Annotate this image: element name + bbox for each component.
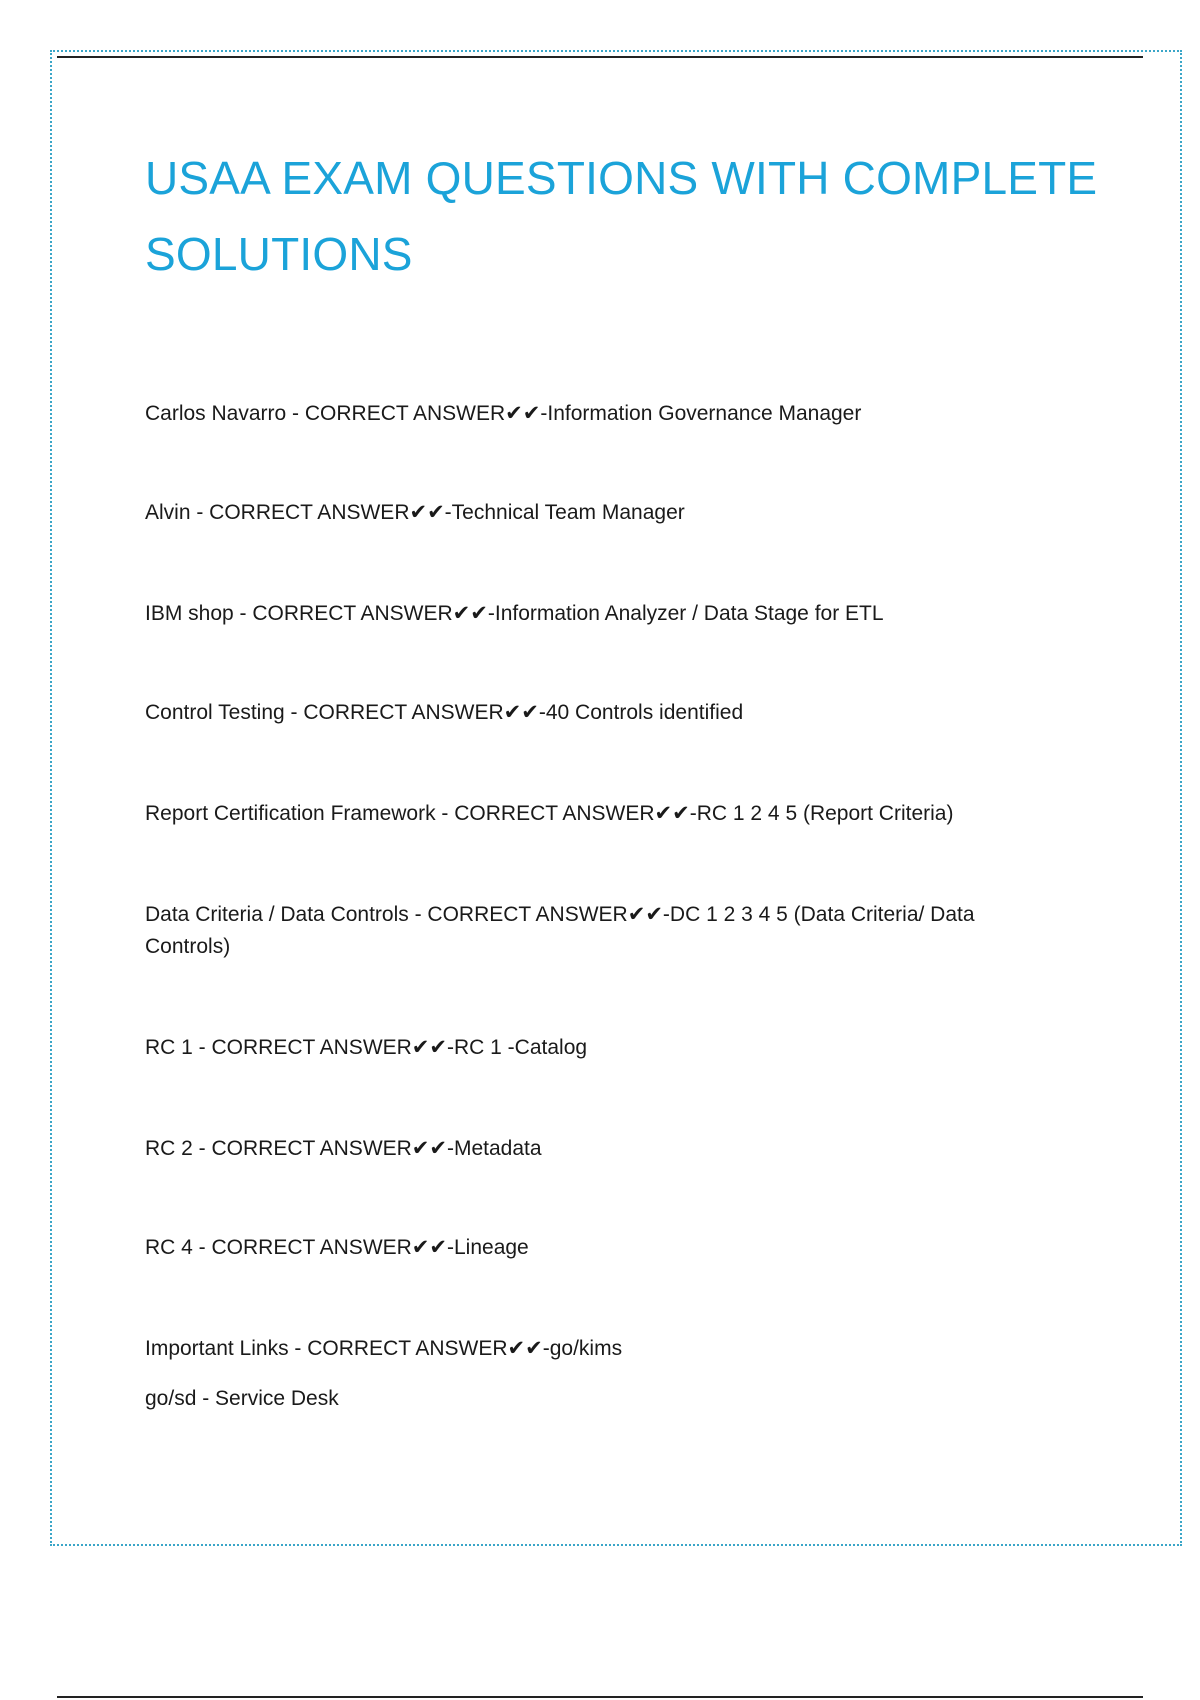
- qa-item: RC 4 - CORRECT ANSWER✔✔-Lineage: [145, 1236, 529, 1259]
- qa-item: Carlos Navarro - CORRECT ANSWER✔✔-Information Governance Manager: [145, 402, 862, 425]
- qa-item: go/sd - Service Desk: [145, 1387, 339, 1410]
- qa-item: Report Certification Framework - CORRECT ANSWER✔✔-RC 1 2 4 5 (Report Criteria): [145, 802, 954, 825]
- footer-rule: [57, 1696, 1143, 1698]
- document-title: USAA EXAM QUESTIONS WITH COMPLETE SOLUTIONS: [145, 152, 1098, 280]
- qa-item: IBM shop - CORRECT ANSWER✔✔-Information Analyzer / Data Stage for ETL: [145, 602, 884, 625]
- qa-item: Control Testing - CORRECT ANSWER✔✔-40 Controls identified: [145, 701, 744, 724]
- qa-item: Important Links - CORRECT ANSWER✔✔-go/kims: [145, 1337, 623, 1360]
- qa-item: RC 1 - CORRECT ANSWER✔✔-RC 1 -Catalog: [145, 1036, 588, 1059]
- qa-item: RC 2 - CORRECT ANSWER✔✔-Metadata: [145, 1137, 542, 1160]
- qa-item: Data Criteria / Data Controls - CORRECT ANSWER✔✔-DC 1 2 3 4 5 (Data Criteria/ Data Controls): [145, 903, 975, 958]
- qa-item: Alvin - CORRECT ANSWER✔✔-Technical Team Manager: [145, 501, 685, 524]
